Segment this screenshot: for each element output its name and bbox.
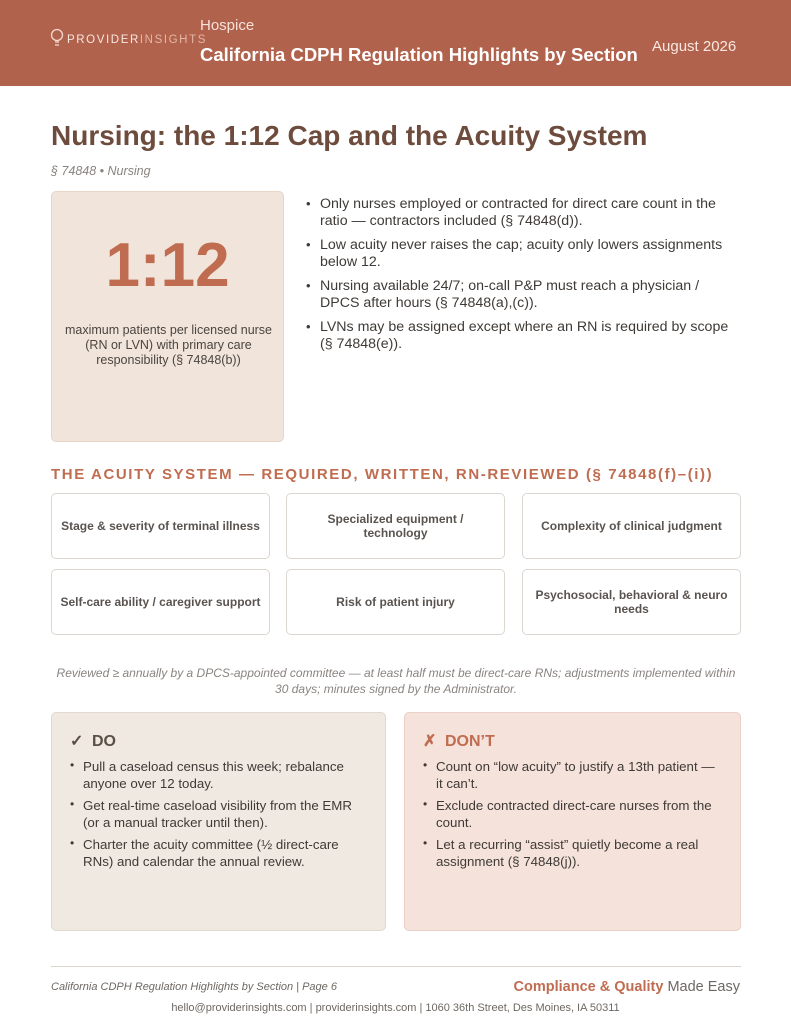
provider-insights-logo: [50, 27, 207, 53]
key-point: • Nursing available 24/7; on-call P&P must reach a physician / DPCS after hours (§ 74848(a),(c)).: [306, 278, 736, 312]
dont-list: [423, 758, 723, 875]
ratio-stat-card: [51, 191, 284, 442]
dont-item: • Exclude contracted direct-care nurses from the count.: [423, 797, 723, 831]
acuity-review-note: Reviewed ≥ annually by a DPCS-appointed committee — at least half must be direct-care RNs; adjustments implemented within 30 days; minutes signed by the Administrator.: [56, 666, 736, 696]
ratio-stat-number: 1:12: [105, 231, 230, 300]
dont-panel: [404, 712, 741, 931]
logo-wordmark: PROVIDERINSIGHTS: [67, 34, 207, 46]
do-list: [70, 758, 370, 875]
footer-tagline: Compliance & Quality Made Easy: [513, 979, 740, 995]
acuity-section-heading: THE ACUITY SYSTEM — REQUIRED, WRITTEN, RN-REVIEWED (§ 74848(f)–(i)): [51, 466, 714, 483]
acuity-factor-card: Complexity of clinical judgment: [522, 493, 741, 559]
header-title: California CDPH Regulation Highlights by Section: [200, 44, 638, 65]
do-item: • Pull a caseload census this week; rebalance anyone over 12 today.: [70, 758, 370, 792]
footer-page-info: California CDPH Regulation Highlights by Section | Page 6: [51, 981, 337, 993]
do-panel-title: ✓ DO: [70, 733, 116, 750]
header-category: Hospice: [200, 17, 255, 34]
page-header: [0, 0, 791, 86]
lightbulb-icon: [50, 27, 64, 53]
dont-panel-title: ✗ DON’T: [423, 733, 495, 750]
page-title: Nursing: the 1:12 Cap and the Acuity System: [51, 120, 648, 151]
key-point: • Low acuity never raises the cap; acuity only lowers assignments below 12.: [306, 237, 736, 271]
do-item: • Get real-time caseload visibility from the EMR (or a manual tracker until then).: [70, 797, 370, 831]
cross-icon: ✗: [423, 733, 437, 750]
ratio-stat-caption: maximum patients per licensed nurse (RN or LVN) with primary care responsibility (§ 74848(b)): [64, 323, 273, 367]
checkmark-icon: ✓: [70, 733, 84, 750]
acuity-factor-card: Stage & severity of terminal illness: [51, 493, 270, 559]
footer-contact: hello@providerinsights.com | providerinsights.com | 1060 36th Street, Des Moines, IA 50311: [171, 1002, 620, 1014]
dont-item: • Count on “low acuity” to justify a 13th patient — it can’t.: [423, 758, 723, 792]
key-points-list: [306, 196, 736, 360]
header-date: August 2026: [652, 38, 737, 55]
acuity-factor-card: Self-care ability / caregiver support: [51, 569, 270, 635]
dont-item: • Let a recurring “assist” quietly become a real assignment (§ 74848(j)).: [423, 836, 723, 870]
section-reference: § 74848 • Nursing: [51, 164, 151, 178]
acuity-factor-card: Psychosocial, behavioral & neuro needs: [522, 569, 741, 635]
key-point: • Only nurses employed or contracted for direct care count in the ratio — contractors included (§ 74848(d)).: [306, 196, 736, 230]
do-item: • Charter the acuity committee (½ direct-care RNs) and calendar the annual review.: [70, 836, 370, 870]
acuity-factor-card: Specialized equipment / technology: [286, 493, 505, 559]
footer-divider: [51, 966, 741, 967]
key-point: • LVNs may be assigned except where an RN is required by scope (§ 74848(e)).: [306, 319, 736, 353]
acuity-factor-card: Risk of patient injury: [286, 569, 505, 635]
do-panel: [51, 712, 386, 931]
